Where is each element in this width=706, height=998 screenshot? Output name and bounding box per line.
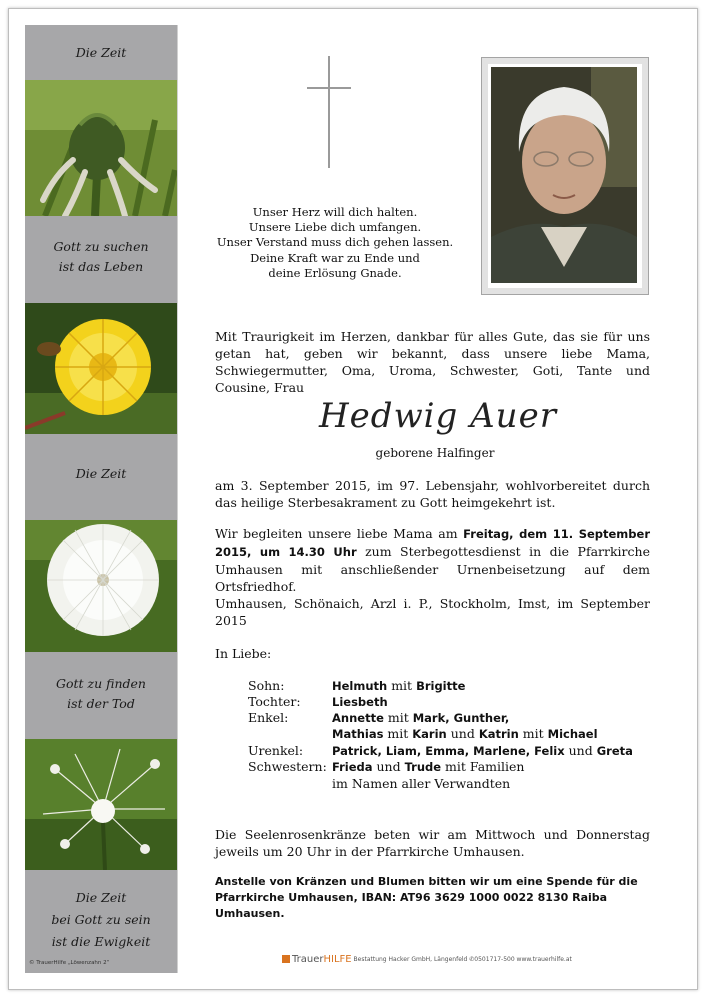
conjunction: mit: [383, 726, 413, 741]
conjunction: mit Familien: [441, 759, 525, 774]
relation-label: Urenkel:: [248, 743, 304, 758]
conjunction: mit: [518, 726, 548, 741]
name: Katrin: [478, 727, 519, 741]
poem-line: Unsere Liebe dich umfangen.: [248, 220, 422, 235]
sidebar-panel-1: [25, 25, 177, 80]
sidebar-text: ist die Ewigkeit: [51, 934, 151, 949]
name: Patrick, Liam, Emma, Marlene, Felix: [332, 744, 565, 758]
relation-label: Tochter:: [248, 694, 301, 709]
place-date: Umhausen, Schönaich, Arzl i. P., Stockholm, Imst, im September 2015: [215, 596, 650, 628]
divider: [177, 25, 178, 973]
relation-value: [332, 726, 598, 742]
name: Greta: [596, 744, 633, 758]
conjunction: und: [372, 759, 405, 774]
name: Liesbeth: [332, 695, 388, 709]
sidebar-text: ist der Tod: [67, 696, 135, 711]
sidebar-text: bei Gott zu sein: [51, 912, 151, 927]
relation-value: im Namen aller Verwandten: [332, 776, 511, 791]
intro-text: Mit Traurigkeit im Herzen, dankbar für alles Gute, das sie für uns getan hat, geben wir bekannt, dass unsere liebe Mama, Schwiegermutter, Oma, Uroma, Schwester, Goti, Tante und Cousine, Frau: [215, 329, 650, 395]
dandelion-seeds-photo: [25, 739, 177, 870]
name: Trude: [404, 760, 442, 774]
funeral-post: zum Sterbegottesdienst in die Pfarrkirche Umhausen mit anschließender Urnenbeisetzung auf dem Ortsfriedhof.: [215, 544, 650, 594]
deceased-name: Hedwig Auer: [319, 396, 557, 436]
footer-text: Bestattung Hacker GmbH, Längenfeld ✆0501717-500 www.trauerhilfe.at: [353, 956, 572, 963]
portrait-photo: [481, 57, 649, 295]
death-text: am 3. September 2015, im 97. Lebensjahr, wohlvorbereitet durch das heilige Sterbesakrament zu Gott heimgekehrt ist.: [215, 478, 650, 510]
in-love-label: In Liebe:: [215, 646, 272, 661]
sidebar-panel-3: [25, 434, 177, 520]
relation-label: Sohn:: [248, 678, 285, 693]
relation-value: [332, 759, 524, 775]
relation-value: [332, 678, 465, 694]
poem-line: deine Erlösung Gnade.: [268, 265, 402, 280]
name: Karin: [412, 727, 447, 741]
conjunction: und: [564, 743, 597, 758]
footer: [282, 954, 572, 965]
conjunction: mit: [383, 710, 413, 725]
relation-value: [332, 694, 388, 710]
funeral-date: Freitag, dem 11. September 2015, um 14.30 Uhr: [215, 527, 650, 559]
logo-text: Trauer: [292, 954, 324, 965]
relation-label: Enkel:: [248, 710, 289, 725]
name: Frieda: [332, 760, 373, 774]
birth-name: geborene Halfinger: [375, 446, 495, 460]
trauerhilfe-logo: [282, 954, 352, 965]
dandelion-flower-photo: [25, 303, 177, 434]
funeral-text: [215, 525, 650, 595]
name: Mathias: [332, 727, 384, 741]
poem-line: Unser Herz will dich halten.: [252, 205, 418, 219]
sidebar: [25, 25, 177, 973]
donation-text: Anstelle von Kränzen und Blumen bitten wir um eine Spende für die Pfarrkirche Umhausen, IBAN: AT96 3629 1000 0022 8130 Raiba Umhausen.: [215, 875, 638, 920]
sidebar-text: ist das Leben: [58, 259, 144, 274]
sidebar-text: Gott zu suchen: [53, 239, 149, 254]
name: Helmuth: [332, 679, 388, 693]
logo-text-accent: HILFE: [323, 954, 352, 965]
rosary-text: Die Seelenrosenkränze beten wir am Mittwoch und Donnerstag jeweils um 20 Uhr in der Pfarrkirche Umhausen.: [215, 827, 650, 859]
dandelion-bud-photo: [25, 80, 177, 216]
conjunction: mit: [387, 678, 417, 693]
name: Mark, Gunther,: [412, 711, 510, 725]
sidebar-text: Die Zeit: [75, 466, 127, 481]
image-credit: © TrauerHilfe „Löwenzahn 2“: [29, 960, 110, 966]
logo-square-icon: [282, 955, 290, 963]
dandelion-seedhead-photo: [25, 520, 177, 652]
sidebar-text: Die Zeit: [75, 45, 127, 60]
relation-value: [332, 710, 509, 726]
name: Michael: [547, 727, 598, 741]
sidebar-panel-2: [25, 216, 177, 303]
poem: [215, 205, 455, 281]
relation-label: Schwestern:: [248, 759, 327, 774]
name: Annette: [332, 711, 384, 725]
name: Brigitte: [416, 679, 466, 693]
funeral-pre: Wir begleiten unsere liebe Mama am: [215, 526, 464, 541]
cross-icon: [307, 56, 351, 168]
sidebar-panel-5: [25, 870, 177, 973]
conjunction: und: [446, 726, 479, 741]
poem-line: Unser Verstand muss dich gehen lassen.: [216, 235, 454, 250]
relation-value: [332, 743, 633, 759]
sidebar-text: Die Zeit: [75, 890, 127, 905]
sidebar-text: Gott zu finden: [56, 676, 146, 691]
sidebar-panel-4: [25, 652, 177, 739]
poem-line: Deine Kraft war zu Ende und: [250, 250, 420, 265]
